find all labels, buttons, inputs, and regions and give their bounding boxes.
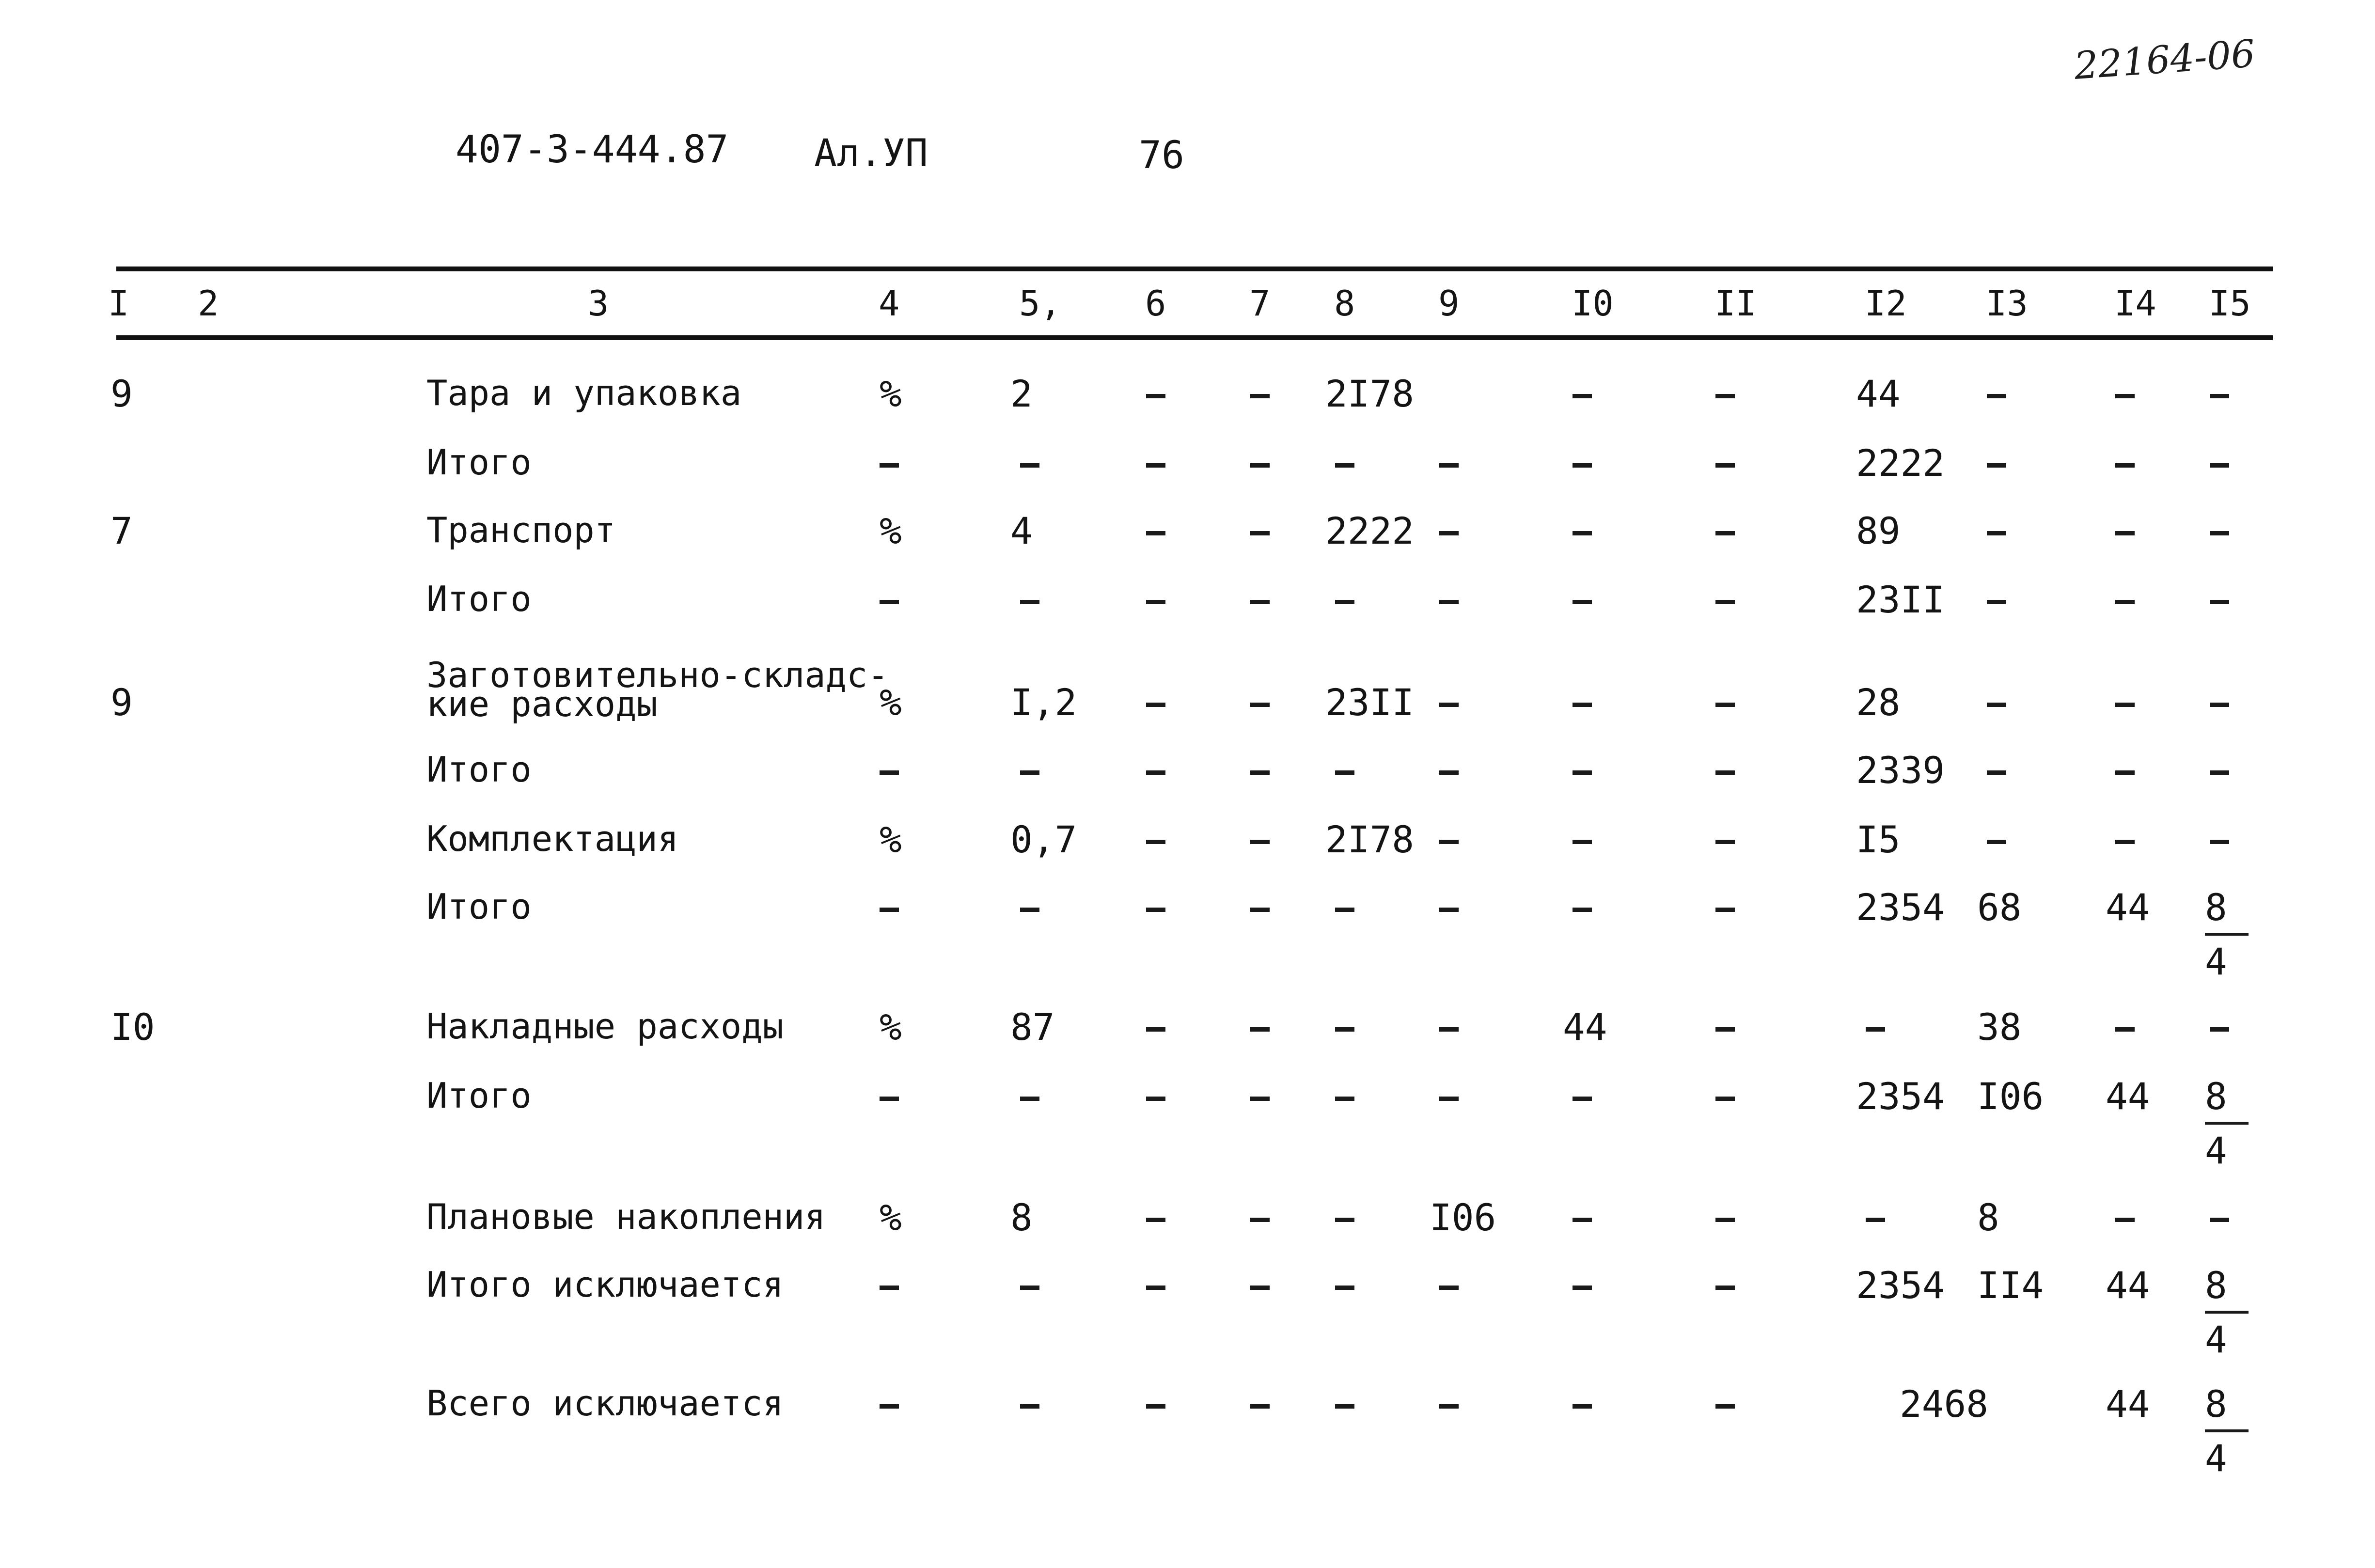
fraction-numerator: 8 (2205, 1386, 2249, 1432)
value-cell: 2339 (1856, 749, 1945, 792)
dash-cell (1020, 463, 1039, 468)
dash-cell (1250, 908, 1270, 912)
album-label: Ал.УП (814, 132, 928, 175)
value-cell: 44 (1563, 1005, 1607, 1049)
row-label: Заготовительно-складс- (426, 655, 889, 695)
dash-cell (1439, 908, 1459, 912)
dash-cell (1987, 531, 2006, 535)
dash-cell (1987, 463, 2006, 468)
value-cell: I,2 (1010, 681, 1077, 724)
dash-cell (1987, 394, 2006, 398)
column-number-14: I4 (2114, 283, 2156, 324)
row-label: Итого (426, 886, 532, 927)
row-label-line2: кие расходы (426, 684, 658, 724)
document-code: 407-3-444.87 (456, 128, 729, 172)
dash-cell (1439, 1286, 1459, 1290)
fraction-denominator: 4 (2205, 1129, 2227, 1172)
value-cell: I06 (1977, 1075, 2044, 1118)
dash-cell (1715, 1027, 1735, 1032)
dash-cell (1335, 1027, 1354, 1032)
dash-cell (880, 1286, 899, 1290)
dash-cell (1439, 1097, 1459, 1101)
dash-cell (1866, 1027, 1885, 1032)
dash-cell (1250, 463, 1270, 468)
table-top-rule (116, 267, 2273, 271)
value-cell: 44 (2106, 1382, 2150, 1426)
dash-cell (1335, 1404, 1354, 1409)
row-number: 9 (110, 681, 133, 724)
dash-cell (1439, 703, 1459, 707)
column-number-12: I2 (1865, 283, 1907, 324)
value-cell: 2354 (1856, 1075, 1945, 1118)
dash-cell (2210, 600, 2229, 604)
row-label: Всего исключается (426, 1383, 784, 1424)
dash-cell (1573, 531, 1592, 535)
dash-cell (880, 770, 899, 775)
value-cell: 2354 (1856, 1264, 1945, 1307)
dash-cell (1439, 1027, 1459, 1032)
dash-cell (1335, 1218, 1354, 1222)
dash-cell (1146, 600, 1165, 604)
dash-cell (1573, 394, 1592, 398)
row-label: Транспорт (426, 510, 616, 550)
value-cell: 2222 (1325, 509, 1415, 552)
dash-cell (1715, 531, 1735, 535)
dash-cell (1573, 1218, 1592, 1222)
value-cell: 28 (1856, 681, 1901, 724)
column-number-6: 6 (1145, 283, 1166, 324)
dash-cell (1987, 770, 2006, 775)
dash-cell (1573, 840, 1592, 844)
dash-cell (880, 600, 899, 604)
dash-cell (1250, 1286, 1270, 1290)
value-cell: 44 (1856, 372, 1901, 415)
column-number-2: 2 (198, 283, 219, 324)
fraction-denominator: 4 (2205, 1318, 2227, 1361)
dash-cell (1573, 1404, 1592, 1409)
value-cell: I5 (1856, 818, 1901, 861)
column-number-10: I0 (1572, 283, 1614, 324)
dash-cell (1715, 1286, 1735, 1290)
value-cell: 8 (1010, 1196, 1033, 1239)
row-number: 7 (110, 509, 133, 552)
value-cell: 0,7 (1010, 818, 1077, 861)
dash-cell (1250, 770, 1270, 775)
dash-cell (2115, 703, 2135, 707)
dash-cell (1335, 600, 1354, 604)
fraction-denominator: 4 (2205, 940, 2227, 983)
fraction-value (2205, 886, 2258, 983)
dash-cell (1335, 1286, 1354, 1290)
corner-note: 22164-06 (2073, 32, 2257, 88)
table-header-rule (116, 335, 2273, 340)
fraction-numerator: 8 (2205, 1267, 2249, 1314)
fraction-denominator: 4 (2205, 1437, 2227, 1480)
value-cell: 23II (1325, 681, 1415, 724)
column-number-1: I (108, 283, 129, 324)
dash-cell (1715, 770, 1735, 775)
row-label: Итого (426, 1075, 532, 1116)
page-number: 76 (1139, 134, 1184, 177)
dash-cell (1146, 1218, 1165, 1222)
dash-cell (880, 908, 899, 912)
dash-cell (2115, 394, 2135, 398)
dash-cell (2210, 531, 2229, 535)
dash-cell (1573, 463, 1592, 468)
value-cell: 44 (2106, 1075, 2150, 1118)
row-label: Итого (426, 579, 532, 619)
dash-cell (1020, 908, 1039, 912)
dash-cell (1020, 1097, 1039, 1101)
dash-cell (1146, 1097, 1165, 1101)
value-cell: % (880, 681, 902, 724)
dash-cell (1987, 840, 2006, 844)
dash-cell (2115, 463, 2135, 468)
dash-cell (2115, 531, 2135, 535)
column-number-13: I3 (1986, 283, 2028, 324)
value-cell: 2222 (1856, 441, 1945, 485)
dash-cell (2210, 1218, 2229, 1222)
dash-cell (2210, 463, 2229, 468)
dash-cell (1987, 600, 2006, 604)
value-cell: 68 (1977, 886, 2022, 929)
dash-cell (1250, 1027, 1270, 1032)
value-cell: % (880, 1196, 902, 1239)
column-number-3: 3 (588, 283, 609, 324)
dash-cell (1866, 1218, 1885, 1222)
dash-cell (880, 463, 899, 468)
dash-cell (1715, 463, 1735, 468)
dash-cell (1146, 531, 1165, 535)
row-label: Накладные расходы (426, 1006, 784, 1047)
fraction-numerator: 8 (2205, 1078, 2249, 1125)
fraction-numerator: 8 (2205, 889, 2249, 936)
value-cell: 38 (1977, 1005, 2022, 1049)
column-number-8: 8 (1334, 283, 1355, 324)
fraction-value (2205, 1264, 2258, 1361)
dash-cell (2210, 770, 2229, 775)
dash-cell (1146, 908, 1165, 912)
dash-cell (1715, 1404, 1735, 1409)
dash-cell (1335, 463, 1354, 468)
value-cell: % (880, 509, 902, 552)
dash-cell (1715, 1097, 1735, 1101)
dash-cell (1250, 1218, 1270, 1222)
dash-cell (2210, 1027, 2229, 1032)
dash-cell (1020, 770, 1039, 775)
value-cell: 44 (2106, 886, 2150, 929)
dash-cell (1439, 463, 1459, 468)
value-cell: 2 (1010, 372, 1033, 415)
row-label: Итого (426, 749, 532, 790)
dash-cell (1146, 840, 1165, 844)
dash-cell (2115, 840, 2135, 844)
value-cell: 2I78 (1325, 818, 1415, 861)
row-number: 9 (110, 372, 133, 415)
dash-cell (1146, 1404, 1165, 1409)
dash-cell (1335, 770, 1354, 775)
dash-cell (1573, 908, 1592, 912)
dash-cell (2115, 1027, 2135, 1032)
column-number-4: 4 (879, 283, 900, 324)
dash-cell (1715, 1218, 1735, 1222)
dash-cell (1250, 1404, 1270, 1409)
dash-cell (1573, 1097, 1592, 1101)
row-label: Итого (426, 442, 532, 483)
value-cell: II4 (1977, 1264, 2044, 1307)
dash-cell (1573, 1286, 1592, 1290)
dash-cell (1715, 908, 1735, 912)
value-cell: I06 (1430, 1196, 1496, 1239)
dash-cell (1573, 770, 1592, 775)
dash-cell (1020, 1286, 1039, 1290)
dash-cell (1335, 908, 1354, 912)
value-cell: % (880, 1005, 902, 1049)
dash-cell (1250, 1097, 1270, 1101)
dash-cell (1715, 600, 1735, 604)
dash-cell (1439, 600, 1459, 604)
dash-cell (1715, 394, 1735, 398)
dash-cell (1439, 840, 1459, 844)
dash-cell (880, 1404, 899, 1409)
dash-cell (1335, 1097, 1354, 1101)
value-cell: 8 (1977, 1196, 1999, 1239)
dash-cell (1573, 703, 1592, 707)
row-number: I0 (110, 1005, 155, 1049)
dash-cell (1439, 531, 1459, 535)
column-number-15: I5 (2209, 283, 2251, 324)
fraction-value (2205, 1075, 2258, 1172)
row-label: Итого исключается (426, 1264, 784, 1305)
dash-cell (1146, 703, 1165, 707)
value-cell: % (880, 818, 902, 861)
dash-cell (1573, 600, 1592, 604)
dash-cell (1439, 770, 1459, 775)
dash-cell (2210, 840, 2229, 844)
row-label: Тара и упаковка (426, 373, 742, 413)
dash-cell (1439, 1404, 1459, 1409)
dash-cell (2115, 770, 2135, 775)
dash-cell (880, 1097, 899, 1101)
dash-cell (1250, 703, 1270, 707)
value-cell: 2I78 (1325, 372, 1415, 415)
column-number-5: 5, (1019, 283, 1061, 324)
dash-cell (1715, 703, 1735, 707)
column-number-9: 9 (1438, 283, 1460, 324)
value-cell: 89 (1856, 509, 1901, 552)
row-label: Плановые накопления (426, 1196, 826, 1237)
fraction-value (2205, 1382, 2258, 1480)
dash-cell (1146, 1286, 1165, 1290)
value-cell: 2354 (1856, 886, 1945, 929)
dash-cell (1146, 1027, 1165, 1032)
value-cell-total: 2468 (1900, 1382, 1989, 1426)
value-cell: 4 (1010, 509, 1033, 552)
value-cell: 23II (1856, 578, 1945, 621)
dash-cell (1146, 770, 1165, 775)
dash-cell (1987, 703, 2006, 707)
column-number-11: II (1714, 283, 1757, 324)
dash-cell (1020, 600, 1039, 604)
dash-cell (2210, 703, 2229, 707)
value-cell: 44 (2106, 1264, 2150, 1307)
dash-cell (1250, 600, 1270, 604)
dash-cell (1250, 394, 1270, 398)
dash-cell (1250, 840, 1270, 844)
value-cell: 87 (1010, 1005, 1055, 1049)
dash-cell (1146, 463, 1165, 468)
dash-cell (2115, 1218, 2135, 1222)
dash-cell (1020, 1404, 1039, 1409)
dash-cell (1146, 394, 1165, 398)
dash-cell (2210, 394, 2229, 398)
column-number-7: 7 (1249, 283, 1271, 324)
row-label: Комплектация (426, 818, 679, 859)
dash-cell (2115, 600, 2135, 604)
dash-cell (1715, 840, 1735, 844)
value-cell: % (880, 372, 902, 415)
dash-cell (1250, 531, 1270, 535)
